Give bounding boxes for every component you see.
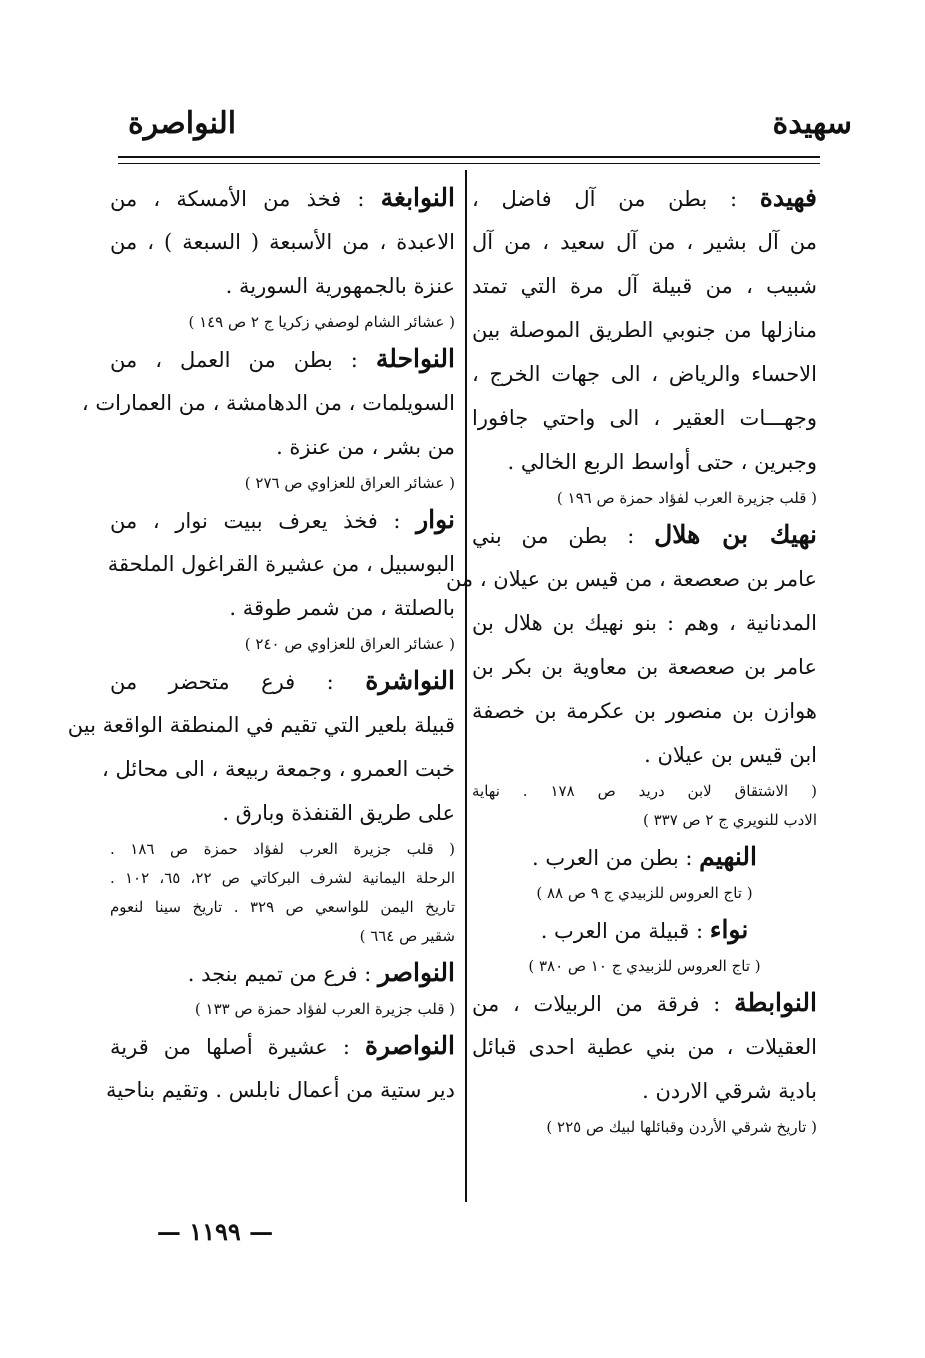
- page-number: — ١١٩٩ —: [156, 1217, 274, 1246]
- entry-first-line: [472, 513, 817, 557]
- entry-text-line: قبيلة بلعير التي تقيم في المنطقة الواقعة بين: [67, 713, 455, 737]
- entry-definition: : فخذ من الأمسكة ، من: [110, 187, 381, 211]
- entry-definition: : فخذ يعرف ببيت نوار ، من: [110, 509, 417, 533]
- entry-reference: ( تاج العروس للزبيدي ج ١٠ ص ٣٨٠ ): [528, 957, 761, 975]
- entry-definition: : قبيلة من العرب .: [540, 919, 710, 943]
- entry-definition: : بطن من العمل ، من: [110, 348, 376, 372]
- entry-text-line: دير ستية من أعمال نابلس . وتقيم بناحية: [105, 1078, 455, 1102]
- entry-first-line: [472, 176, 817, 220]
- entry-reference: ( تاج العروس للزبيدي ج ٩ ص ٨٨ ): [536, 884, 753, 902]
- entry-first-line: [110, 659, 455, 703]
- entry-text-line: البوسبيل ، من عشيرة القراغول الملحقة: [107, 552, 455, 576]
- entry-definition: : فرع من تميم بنجد .: [187, 962, 378, 986]
- entry-text-line: هوازن بن منصور بن عكرمة بن خصفة: [472, 699, 817, 723]
- entry-text-line: عامر بن صعصعة بن معاوية بن بكر بن: [472, 655, 817, 679]
- entry-text-line: عامر بن صعصعة ، من قيس بن عيلان ، من: [445, 567, 817, 591]
- entry-text-line: المدنانية ، وهم : بنو نهيك بن هلال بن: [472, 611, 817, 635]
- entry-headword: النواحلة: [375, 344, 455, 373]
- entry-text-line: بالصلتة ، من شمر طوقة .: [229, 596, 455, 620]
- entry-definition: : فرع متحضر من: [110, 670, 366, 694]
- entry-text-line: بادية شرقي الاردن .: [642, 1079, 817, 1103]
- dictionary-entry: [472, 908, 817, 981]
- entry-first-line: [110, 1024, 455, 1068]
- entry-definition: : بطن من آل فاضل ،: [472, 187, 760, 211]
- entry-text-line: الاعبدة ، من الأسبعة ( السبعة ) ، من: [110, 230, 455, 254]
- entry-definition: : عشيرة أصلها من قرية: [110, 1035, 365, 1059]
- entry-first-line: [472, 835, 817, 879]
- entry-headword: النوابطة: [734, 988, 817, 1017]
- entry-text-line: شبيب ، من قبيلة آل مرة التي تمتد: [472, 274, 817, 298]
- dictionary-entry: [67, 659, 455, 951]
- entry-text-line: على طريق القنفذة وبارق .: [222, 801, 455, 825]
- entry-reference: الادب للنويري ج ٢ ص ٣٣٧ ): [642, 811, 817, 829]
- dictionary-entry: [110, 176, 455, 337]
- entry-headword: النواصر: [378, 958, 455, 987]
- entry-headword: نواء: [709, 915, 749, 944]
- header-rule-thick: [118, 156, 820, 158]
- running-head-right: سهيدة: [772, 106, 852, 141]
- dictionary-entry: [472, 981, 817, 1142]
- dictionary-entry: [81, 337, 455, 498]
- entry-first-line: [110, 951, 455, 995]
- entry-text-line: منازلها من جنوبي الطريق الموصلة بين: [472, 318, 817, 342]
- entry-reference: تاريخ اليمن للواسعي ص ٣٢٩ . تاريخ سينا لنعوم: [110, 898, 455, 916]
- entry-first-line: [472, 908, 817, 952]
- entry-reference: الرحلة اليمانية لشرف البركاتي ص ٢٢، ٦٥، ١٠٢ .: [110, 869, 455, 887]
- left-column: [67, 176, 455, 1112]
- header-rule-thin: [118, 163, 820, 164]
- entry-headword: نوار: [416, 505, 455, 534]
- dictionary-entry: [110, 951, 455, 1024]
- dictionary-entry: [472, 835, 817, 908]
- entry-headword: النواشرة: [365, 666, 455, 695]
- entry-reference: ( قلب جزيرة العرب لفؤاد حمزة ص ١٨٦ .: [110, 840, 455, 858]
- entry-first-line: [110, 337, 455, 381]
- entry-reference: شقير ص ٦٦٤ ): [359, 927, 455, 945]
- dictionary-entry: [105, 1024, 455, 1112]
- entry-first-line: [110, 498, 455, 542]
- entry-reference: ( قلب جزيرة العرب لفؤاد حمزة ص ١٩٦ ): [556, 489, 817, 507]
- entry-headword: فهيدة: [759, 183, 817, 212]
- entry-first-line: [110, 176, 455, 220]
- column-divider: [465, 170, 467, 1202]
- dictionary-entry: [472, 176, 817, 513]
- entry-text-line: السويلمات ، من الدهامشة ، من العمارات ،: [81, 391, 455, 415]
- entry-headword: النواصرة: [364, 1031, 455, 1060]
- entry-text-line: خبت العمرو ، وجمعة ربيعة ، الى محائل ،: [102, 757, 455, 781]
- entry-reference: ( عشائر العراق للعزاوي ص ٢٧٦ ): [244, 474, 455, 492]
- entry-definition: : بطن من العرب .: [532, 846, 700, 870]
- entry-reference: ( الاشتقاق لابن دريد ص ١٧٨ . نهاية: [472, 782, 818, 800]
- entry-reference: ( عشائر العراق للعزاوي ص ٢٤٠ ): [244, 635, 455, 653]
- entry-text-line: وجهـــات العقير ، الى واحتي جافورا: [472, 406, 817, 430]
- entry-definition: : فرقة من الربيلات ، من: [472, 992, 735, 1016]
- entry-text-line: عنزة بالجمهورية السورية .: [225, 274, 455, 298]
- entry-text-line: وجبرين ، حتى أواسط الربع الخالي .: [507, 450, 817, 474]
- entry-reference: ( قلب جزيرة العرب لفؤاد حمزة ص ١٣٣ ): [194, 1000, 455, 1018]
- entry-definition: : بطن من بني: [472, 524, 655, 548]
- entry-text-line: العقيلات ، من بني عطية احدى قبائل: [472, 1035, 817, 1059]
- entry-first-line: [472, 981, 817, 1025]
- entry-text-line: ابن قيس بن عيلان .: [644, 743, 817, 767]
- entry-headword: النهيم: [699, 842, 757, 871]
- running-head-left: النواصرة: [128, 106, 237, 141]
- entry-headword: النوابغة: [380, 183, 455, 212]
- entry-reference: ( تاريخ شرقي الأردن وقبائلها لبيك ص ٢٢٥ ): [546, 1118, 817, 1136]
- right-column: [445, 176, 818, 1142]
- entry-text-line: الاحساء والرياض ، الى جهات الخرج ،: [472, 362, 817, 386]
- entry-reference: ( عشائر الشام لوصفي زكريا ج ٢ ص ١٤٩ ): [188, 313, 455, 331]
- dictionary-entry: [445, 513, 818, 835]
- entry-headword: نهيك بن هلال: [654, 520, 817, 549]
- entry-text-line: من آل بشير ، من آل سعيد ، من آل: [472, 230, 817, 254]
- dictionary-entry: [107, 498, 455, 659]
- entry-text-line: من بشر ، من عنزة .: [276, 435, 455, 459]
